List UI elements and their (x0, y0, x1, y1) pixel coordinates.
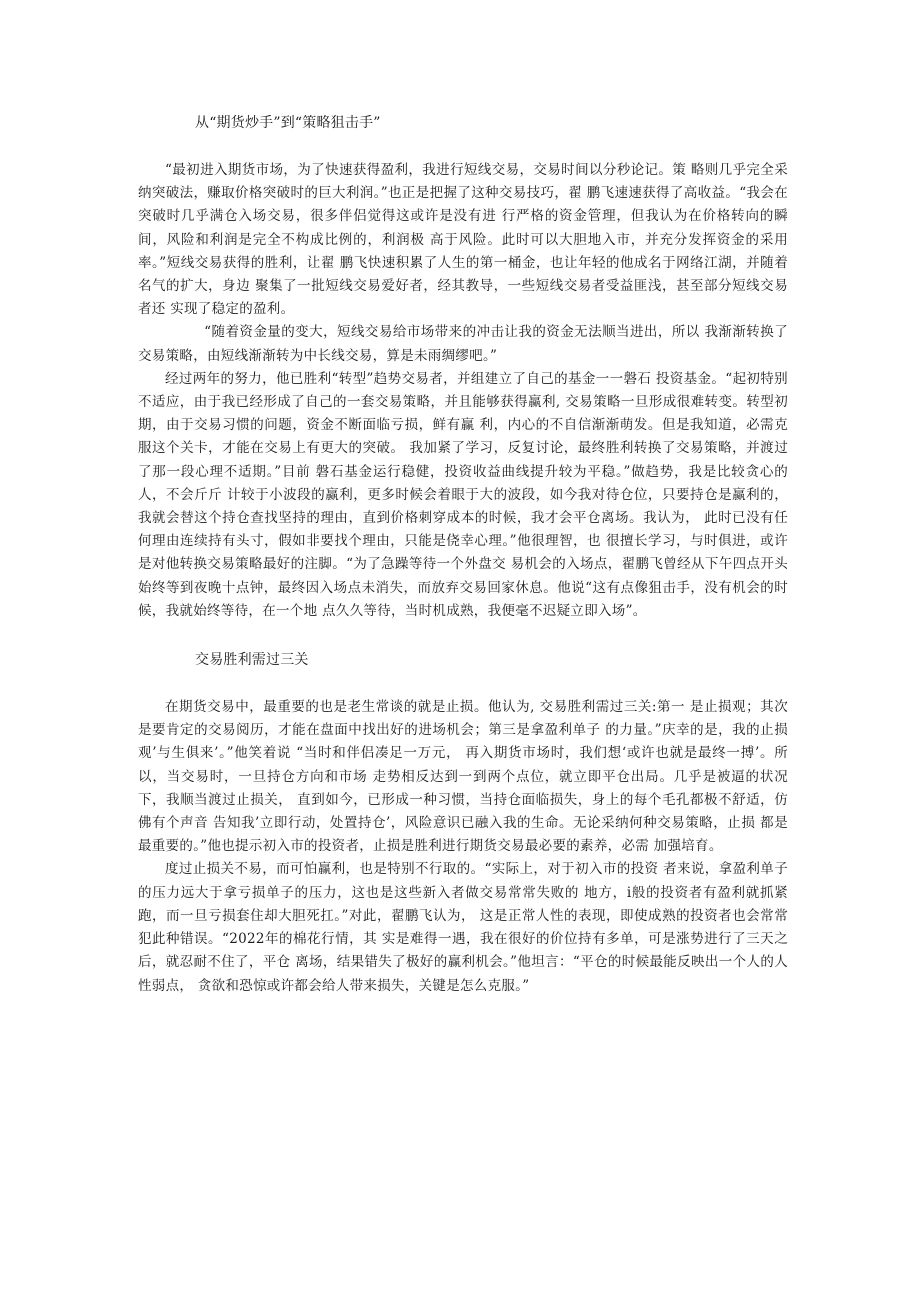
paragraph-stop-loss: 在期货交易中，最重要的也是老生常谈的就是止损。他认为, 交易胜利需过三关:第一 是止损观；其次是要肯定的交易阅历，才能在盘面中找出好的进场机会；第三是拿盈利单子 的力量。”庆幸的是，我的止损观’与生俱来’。”他笑着说 “当时和伴侣凑足一万元， 再入期货市场时，我们想‘或许也就是最终一搏’。所以，当交易时，一旦持仓方向和市场 走势相反达到一到两个点位，就立即平仓出局。几乎是被逼的状况下，我顺当渡过止损关， 直到如今，已形成一种习惯，当持仓面临损失，身上的每个毛孔都极不舒适，仿佛有个声音 告知我’立即行动，处置持仓’，风险意识已融入我的生命。无论采纳何种交易策略，止损 都是最重要的。”他也提示初入市的投资者，止损是胜利进行期货交易最必要的素养，必需 加强培育。 (138, 699, 788, 855)
document-page (138, 112, 788, 998)
paragraph-short-term-trading: “最初进入期货市场，为了快速获得盈利，我进行短线交易，交易时间以分秒论记。策 略则几乎完全采纳突破法，赚取价格突破时的巨大利润。”也正是把握了这种交易技巧，翟 鹏飞速速获得了高收益。“我会在突破时几乎满仓入场交易，很多伴侣觉得这或许是没有进 行严格的资金管理，但我认为在价格转向的瞬间，风险和利润是完全不构成比例的，利润极 高于风险。此时可以大胆地入市，并充分发挥资金的采用率。”短线交易获得的胜利，让翟 鹏飞快速积累了人生的第一桶金，也让年轻的他成名于网络江湖，并随着名气的扩大，身边 聚集了一批短线交易爱好者，经其教导，一些短线交易者受益匪浅，甚至部分短线交易者还 实现了稳定的盈利。 (138, 162, 788, 318)
paragraph-transformation: 经过两年的努力，他已胜利“转型”趋势交易者，并组建立了自己的基金一一磐石 投资基金。“起初特别不适应，由于我已经形成了自己的一套交易策略，并且能够获得赢利, 交易策略一旦形成很难转变。转型初期，由于交易习惯的问题，资金不断面临亏损，鲜有赢 利，内心的不自信渐渐萌发。但是我知道，必需克服这个关卡，才能在交易上有更大的突破。 我加紧了学习，反复讨论，最终胜利转换了交易策略，并渡过了那一段心理不适期。”目前 磐石基金运行稳健，投资收益曲线提升较为平稳。”做趋势，我是比较贪心的人，不会斤斤 计较于小波段的赢利，更多时候会着眼于大的波段，如今我对待仓位，只要持仓是赢利的， 我就会替这个持仓查找坚持的理由，直到价格刺穿成本的时候，我才会平仓离场。我认为， 此时已没有任何理由连续持有头寸，假如非要找个理由，只能是侥幸心理。”他很理智，也 很擅长学习，与时俱进，或许是对他转换交易策略最好的注脚。“为了急躁等待一个外盘交 易机会的入场点，翟鹏飞曾经从下午四点开头始终等到夜晚十点钟，最终因入场点未消失，而放弃交易回家休息。他说“这有点像狙击手，没有机会的时候，我就始终等待，在一个地 点久久等待，当时机成熟，我便毫不迟疑立即入场”。 (138, 370, 788, 619)
section-title-three-hurdles: 交易胜利需过三关 (195, 652, 309, 669)
paragraph-profit-holding: 度过止损关不易，而可怕赢利，也是特别不行取的。“实际上，对于初入市的投资 者来说，拿盈利单子的压力远大于拿亏损单子的压力，这也是这些新入者做交易常常失败的 地方，i般的投资者有盈利就抓紧跑，而一旦亏损套住却大胆死扛。”对此，翟鹏飞认为， 这是正常人性的表现，即使成熟的投资者也会常常犯此种错误。“2022年的棉花行情，其 实是难得一遇，我在很好的价位持有多单，可是涨势进行了三天之后，就忍耐不住了，平仓 离场，结果错失了极好的赢利机会。”他坦言：“平仓的时候最能反映出一个人的人性弱点， 贪欲和恐惊或许都会给人带来损失，关键是怎么克服。” (138, 861, 788, 994)
section-title-strategy-sniper: 从“期货炒手”到“策略狙击手” (195, 115, 381, 131)
paragraph-capital-growth: “随着资金量的变大，短线交易给市场带来的冲击让我的资金无法顺当进出，所以 我渐渐转换了交易策略，由短线渐渐转为中长线交易，算是未雨绸缪吧。” (138, 324, 788, 364)
